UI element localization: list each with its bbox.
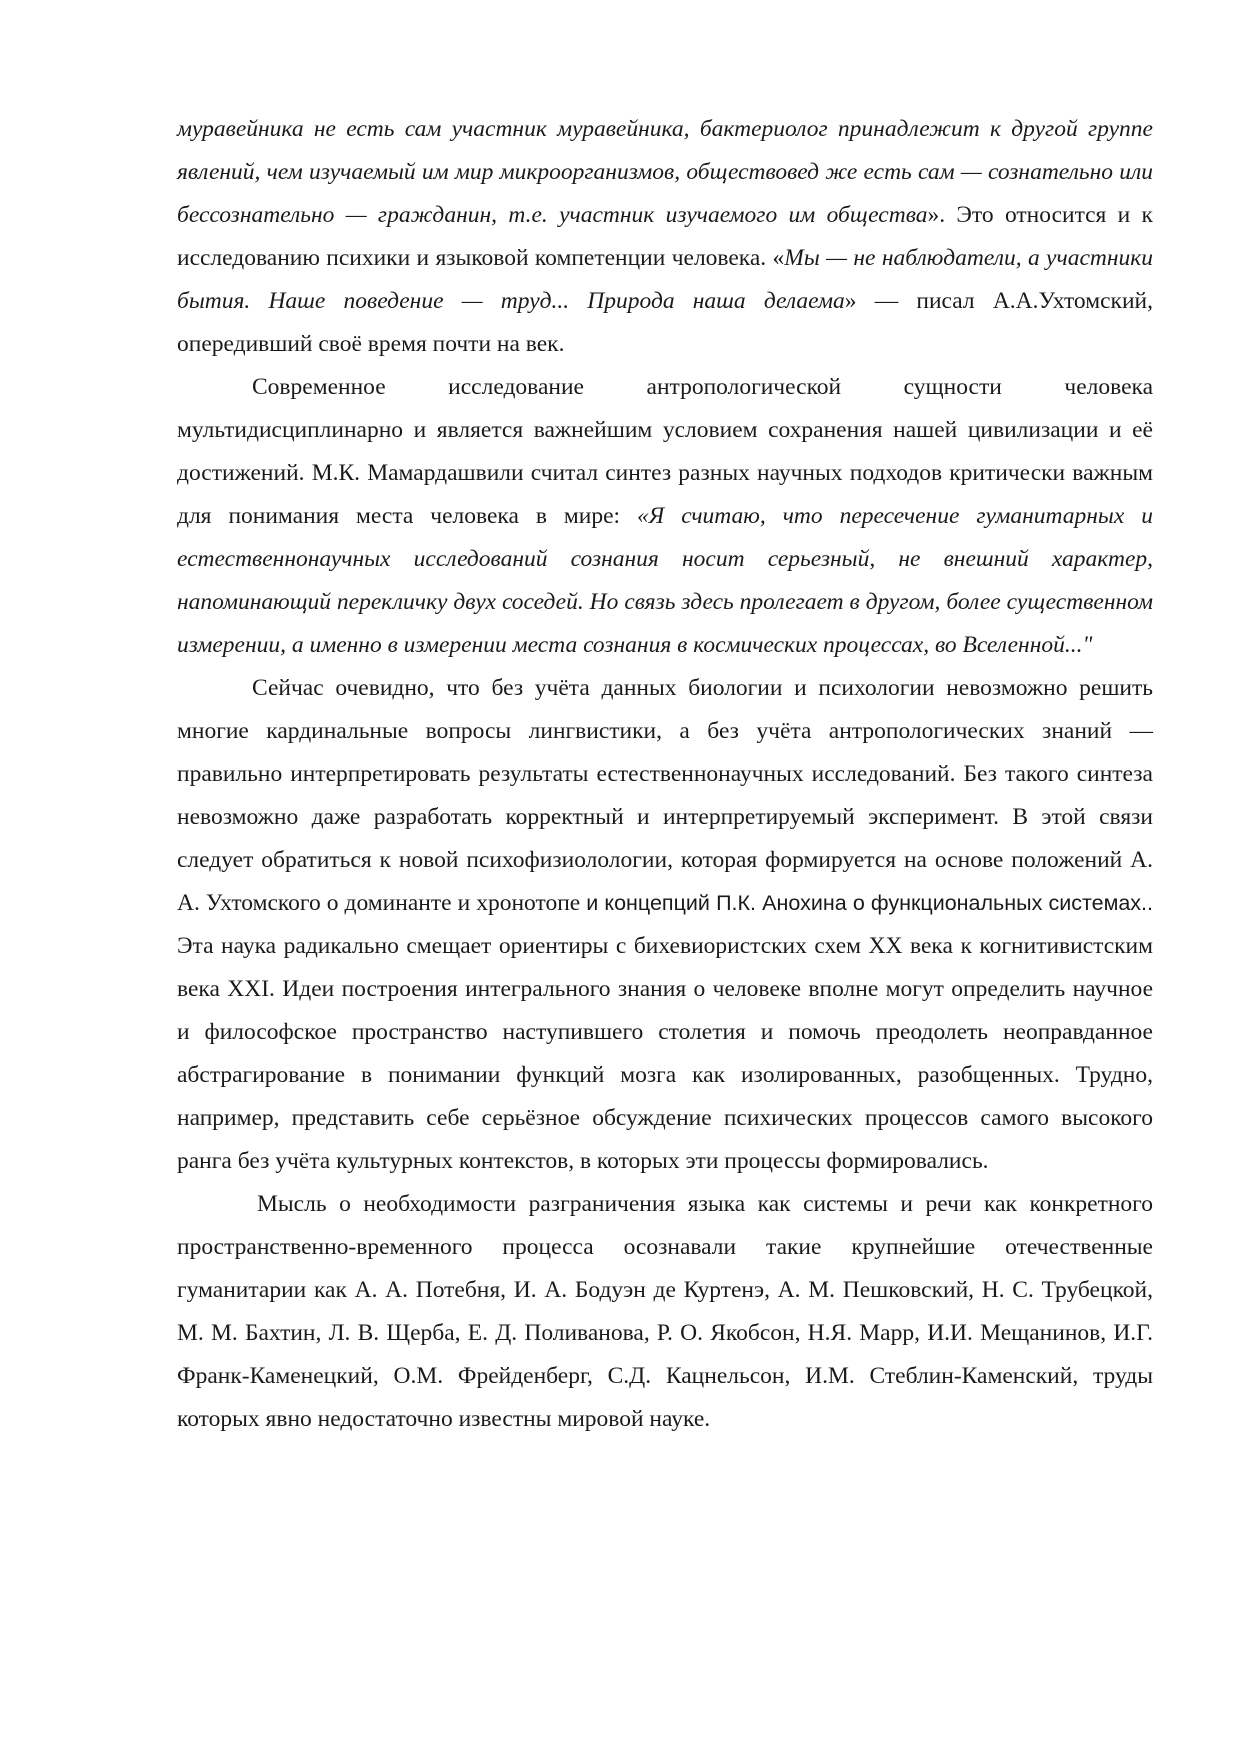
text-run: » — писал А.А.Ухтомский, опередивший своё время почти на век. [177,288,1153,357]
text-run: Мысль о необходимости разграничения языка как системы и речи как конкретного пространственно-временного процесса осознавали такие крупнейшие отечественные гуманитарии как А. А. Потебня, И. А. Бодуэн де Куртенэ, А. М. Пешковский, Н. С. Трубецкой, М. М. Бахтин, Л. В. Щерба, Е. Д. Поливанова, Р. О. Якобсон, Н.Я. Марр, И.И. Мещанинов, И.Г. Франк-Каменецкий, О.М. Фрейденберг, С.Д. Кацнельсон, И.М. Стеблин-Каменский, труды которых явно недостаточно известны мировой науке. [177,1191,1153,1432]
paragraph-4 [177,1183,1153,1441]
paragraph-1 [177,108,1153,366]
quote-bacteriologist: муравейника не есть сам участник муравейника, бактериолог принадлежит к другой группе явлений, чем изучаемый им мир микроорганизмов, обществовед же есть сам — сознательно или бессознательно — гражданин, т.е. участник изучаемого им общества [177,116,1153,228]
paragraph-3 [177,667,1153,1183]
quote-mamardashvili: «Я считаю, что пересечение гуманитарных и естественнонаучных исследований сознания носит серьезный, не внешний характер, напоминающий перекличку двух соседей. Но связь здесь пролегает в другом, более существенном измерении, а именно в измерении места сознания в космических процессах, во Вселенной..." [177,503,1153,658]
document-page [177,108,1153,1441]
text-run: Современное исследование антропологической сущности человека мультидисциплинарно и является важнейшим условием сохранения нашей цивилизации и её достижений. М.К. Мамардашвили считал синтез разных научных подходов критически важным для понимания места человека в мире: [177,374,1153,529]
text-run: Эта наука радикально смещает ориентиры с бихевиористских схем XX века к когнитивистским века XXI. Идеи построения интегрального знания о человеке вполне могут определить научное и философское пространство наступившего столетия и помочь преодолеть неоправданное абстрагирование в понимании функций мозга как изолированных, разобщенных. Трудно, например, представить себе серьёзное обсуждение психических процессов самого высокого ранга без учёта культурных контекстов, в которых эти процессы формировались. [177,933,1153,1174]
paragraph-2 [177,366,1153,667]
quote-ukhtomsky: Мы — не наблюдатели, а участники бытия. Наше поведение — труд... Природа наша делаема [177,245,1154,314]
text-run: ». Это относится и к исследованию психики и языковой компетенции человека. « [177,202,1153,271]
text-run-sans: и концепций П.К. Анохина о функциональных системах.. [586,891,1153,915]
text-run: Сейчас очевидно, что без учёта данных биологии и психологии невозможно решить многие кардинальные вопросы лингвистики, а без учёта антропологических знаний — правильно интерпретировать результаты естественнонаучных исследований. Без такого синтеза невозможно даже разработать корректный и интерпретируемый эксперимент. В этой связи следует обратиться к новой психофизиолологии, которая формируется на основе положений А. А. Ухтомского о доминанте и хронотопе [177,675,1153,916]
